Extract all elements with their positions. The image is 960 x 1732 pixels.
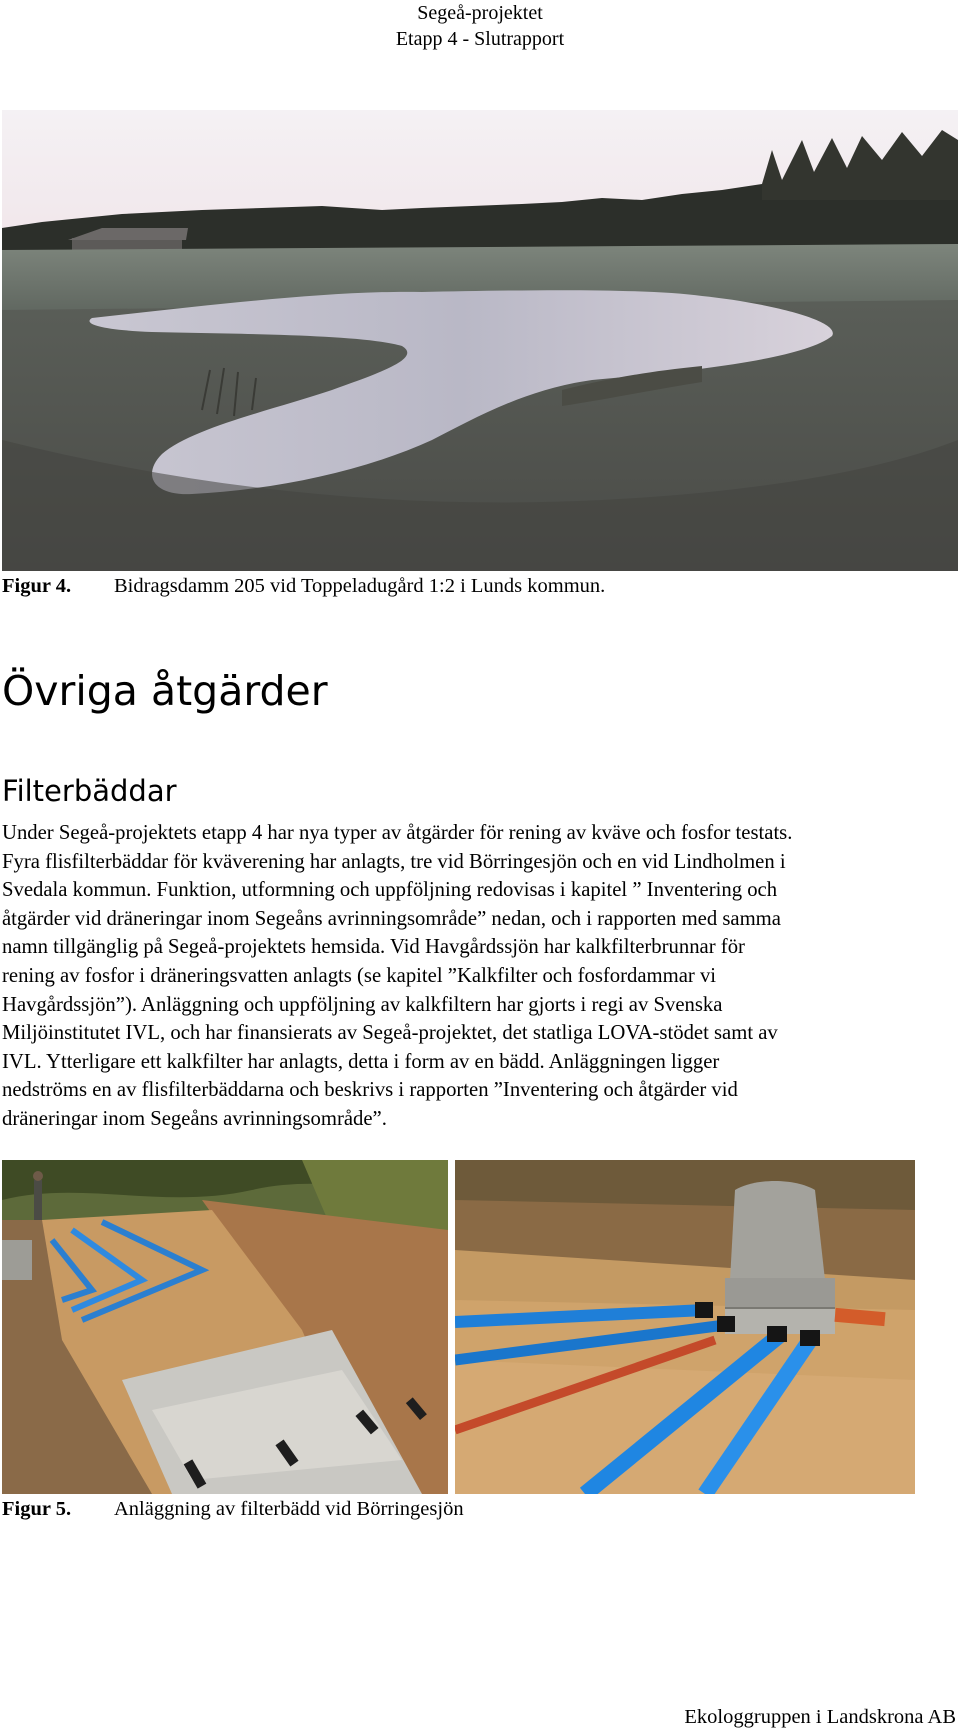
figure-5-caption bbox=[2, 1496, 464, 1522]
figure-4-text: Bidragsdamm 205 vid Toppeladugård 1:2 i Lunds kommun. bbox=[114, 575, 606, 597]
section-subtitle: Filterbäddar bbox=[2, 774, 177, 808]
pond-photo bbox=[2, 110, 958, 571]
figure-5-label: Figur 5. bbox=[2, 1498, 72, 1520]
filter-well-pipes-photo bbox=[455, 1160, 915, 1494]
body-paragraph bbox=[2, 819, 952, 1134]
page-footer: Ekologgruppen i Landskrona AB bbox=[684, 1706, 956, 1728]
figure-4-label: Figur 4. bbox=[2, 575, 72, 597]
paragraph-line: Under Segeå-projektets etapp 4 har nya typer av åtgärder för rening av kväve och fosfor testats. bbox=[2, 822, 793, 844]
paragraph-line: rening av fosfor i dräneringsvatten anlagts (se kapitel ”Kalkfilter och fosfordammar vi bbox=[2, 964, 717, 987]
paragraph-line: IVL. Ytterligare ett kalkfilter har anlagts, detta i form av en bädd. Anläggningen ligger bbox=[2, 1050, 720, 1073]
header-project: Segeå-projektet bbox=[417, 2, 543, 24]
paragraph-line: Havgårdssjön”). Anläggning och uppföljning av kalkfiltern har gjorts i regi av Svenska bbox=[2, 993, 723, 1016]
paragraph-line: Svedala kommun. Funktion, utformning och uppföljning redovisas i kapitel ” Inventering och bbox=[2, 879, 778, 902]
filter-bed-trench-photo bbox=[2, 1160, 448, 1494]
section-title: Övriga åtgärder bbox=[2, 667, 328, 715]
paragraph-line: åtgärder vid dräneringar inom Segeåns avrinningsområde” nedan, och i rapporten med samma bbox=[2, 907, 781, 930]
paragraph-line: Fyra flisfilterbäddar för kväverening har anlagts, tre vid Börringesjön och en vid Lindholmen i bbox=[2, 850, 786, 873]
paragraph-line: nedströms en av flisfilterbäddarna och beskrivs i rapporten ”Inventering och åtgärder vid bbox=[2, 1079, 738, 1102]
figure-5-text: Anläggning av filterbädd vid Börringesjön bbox=[114, 1498, 464, 1520]
page-header bbox=[0, 0, 960, 52]
paragraph-line: namn tillgänglig på Segeå-projektets hemsida. Vid Havgårdssjön har kalkfilterbrunnar för bbox=[2, 936, 745, 959]
paragraph-line: dräneringar inom Segeåns avrinningsområde”. bbox=[2, 1107, 387, 1130]
header-report: Etapp 4 - Slutrapport bbox=[395, 28, 565, 50]
figure-4-caption bbox=[2, 573, 605, 599]
paragraph-line: Miljöinstitutet IVL, och har finansierats av Segeå-projektet, det statliga LOVA-stödet samt av bbox=[2, 1022, 778, 1045]
